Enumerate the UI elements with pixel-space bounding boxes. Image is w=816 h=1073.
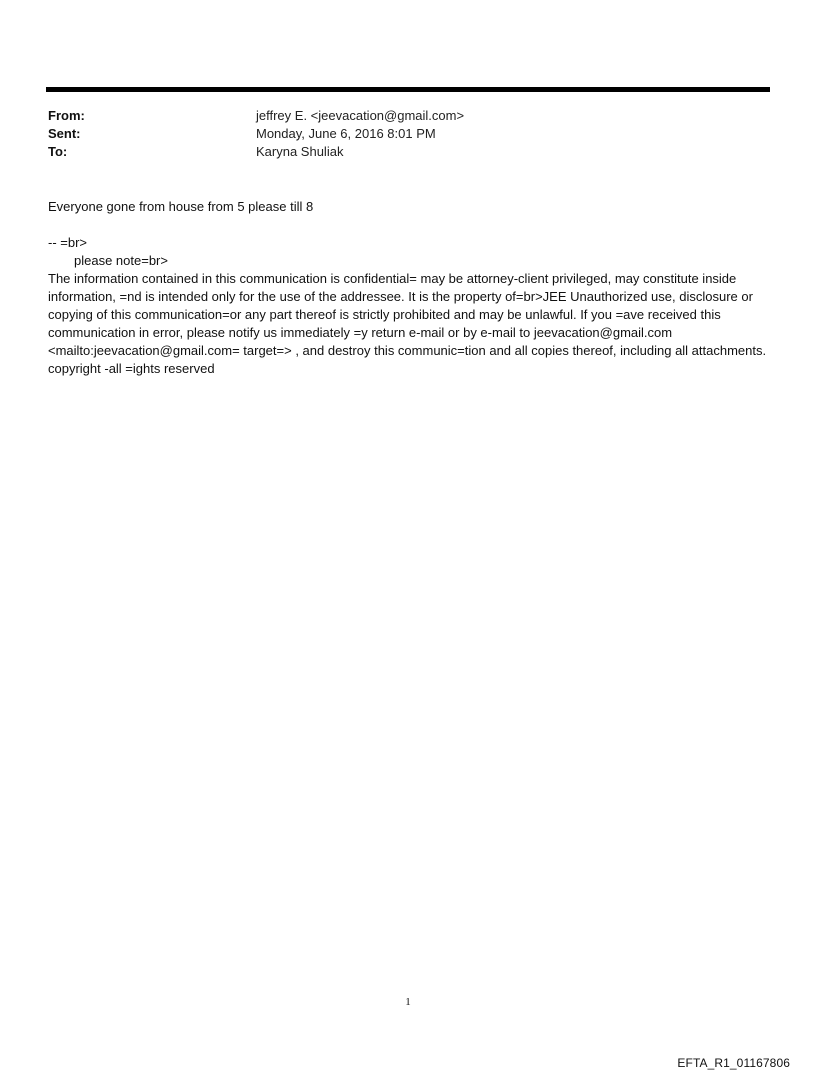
sent-label: Sent: xyxy=(48,126,81,141)
to-value: Karyna Shuliak xyxy=(256,144,344,159)
to-row xyxy=(48,143,768,161)
sent-row xyxy=(48,125,768,143)
header-divider-rule xyxy=(46,87,770,92)
document-id: EFTA_R1_01167806 xyxy=(677,1056,790,1070)
page-number: 1 xyxy=(405,996,411,1008)
message-text: Everyone gone from house from 5 please till 8 xyxy=(48,199,314,214)
from-value: jeffrey E. <jeevacation@gmail.com> xyxy=(256,108,465,123)
signature-separator: -- =br> xyxy=(48,235,88,250)
sent-value: Monday, June 6, 2016 8:01 PM xyxy=(256,126,436,141)
to-label: To: xyxy=(48,144,68,159)
email-body xyxy=(48,198,768,378)
confidentiality-disclaimer: The information contained in this communication is confidential= may be attorney-client privileged, may constitute inside information, =nd is intended only for the use of the addressee. It is the property of=br>JEE Unauthorized use, disclosure or copying of this communication=or any part thereof is strictly prohibited and may be unlawful. If you =ave received this communication in error, please notify us immediately =y return e-mail or by e-mail to jeevacation@gmail.com <mailto:jeevacation@gmail.com= target=> , and destroy this communic=tion and all copies thereof, including all attachments. copyright -all =ights reserved xyxy=(48,271,767,376)
from-row xyxy=(48,107,768,125)
signature-note: please note=br> xyxy=(74,253,168,268)
email-header xyxy=(48,107,768,161)
from-label: From: xyxy=(48,108,85,123)
